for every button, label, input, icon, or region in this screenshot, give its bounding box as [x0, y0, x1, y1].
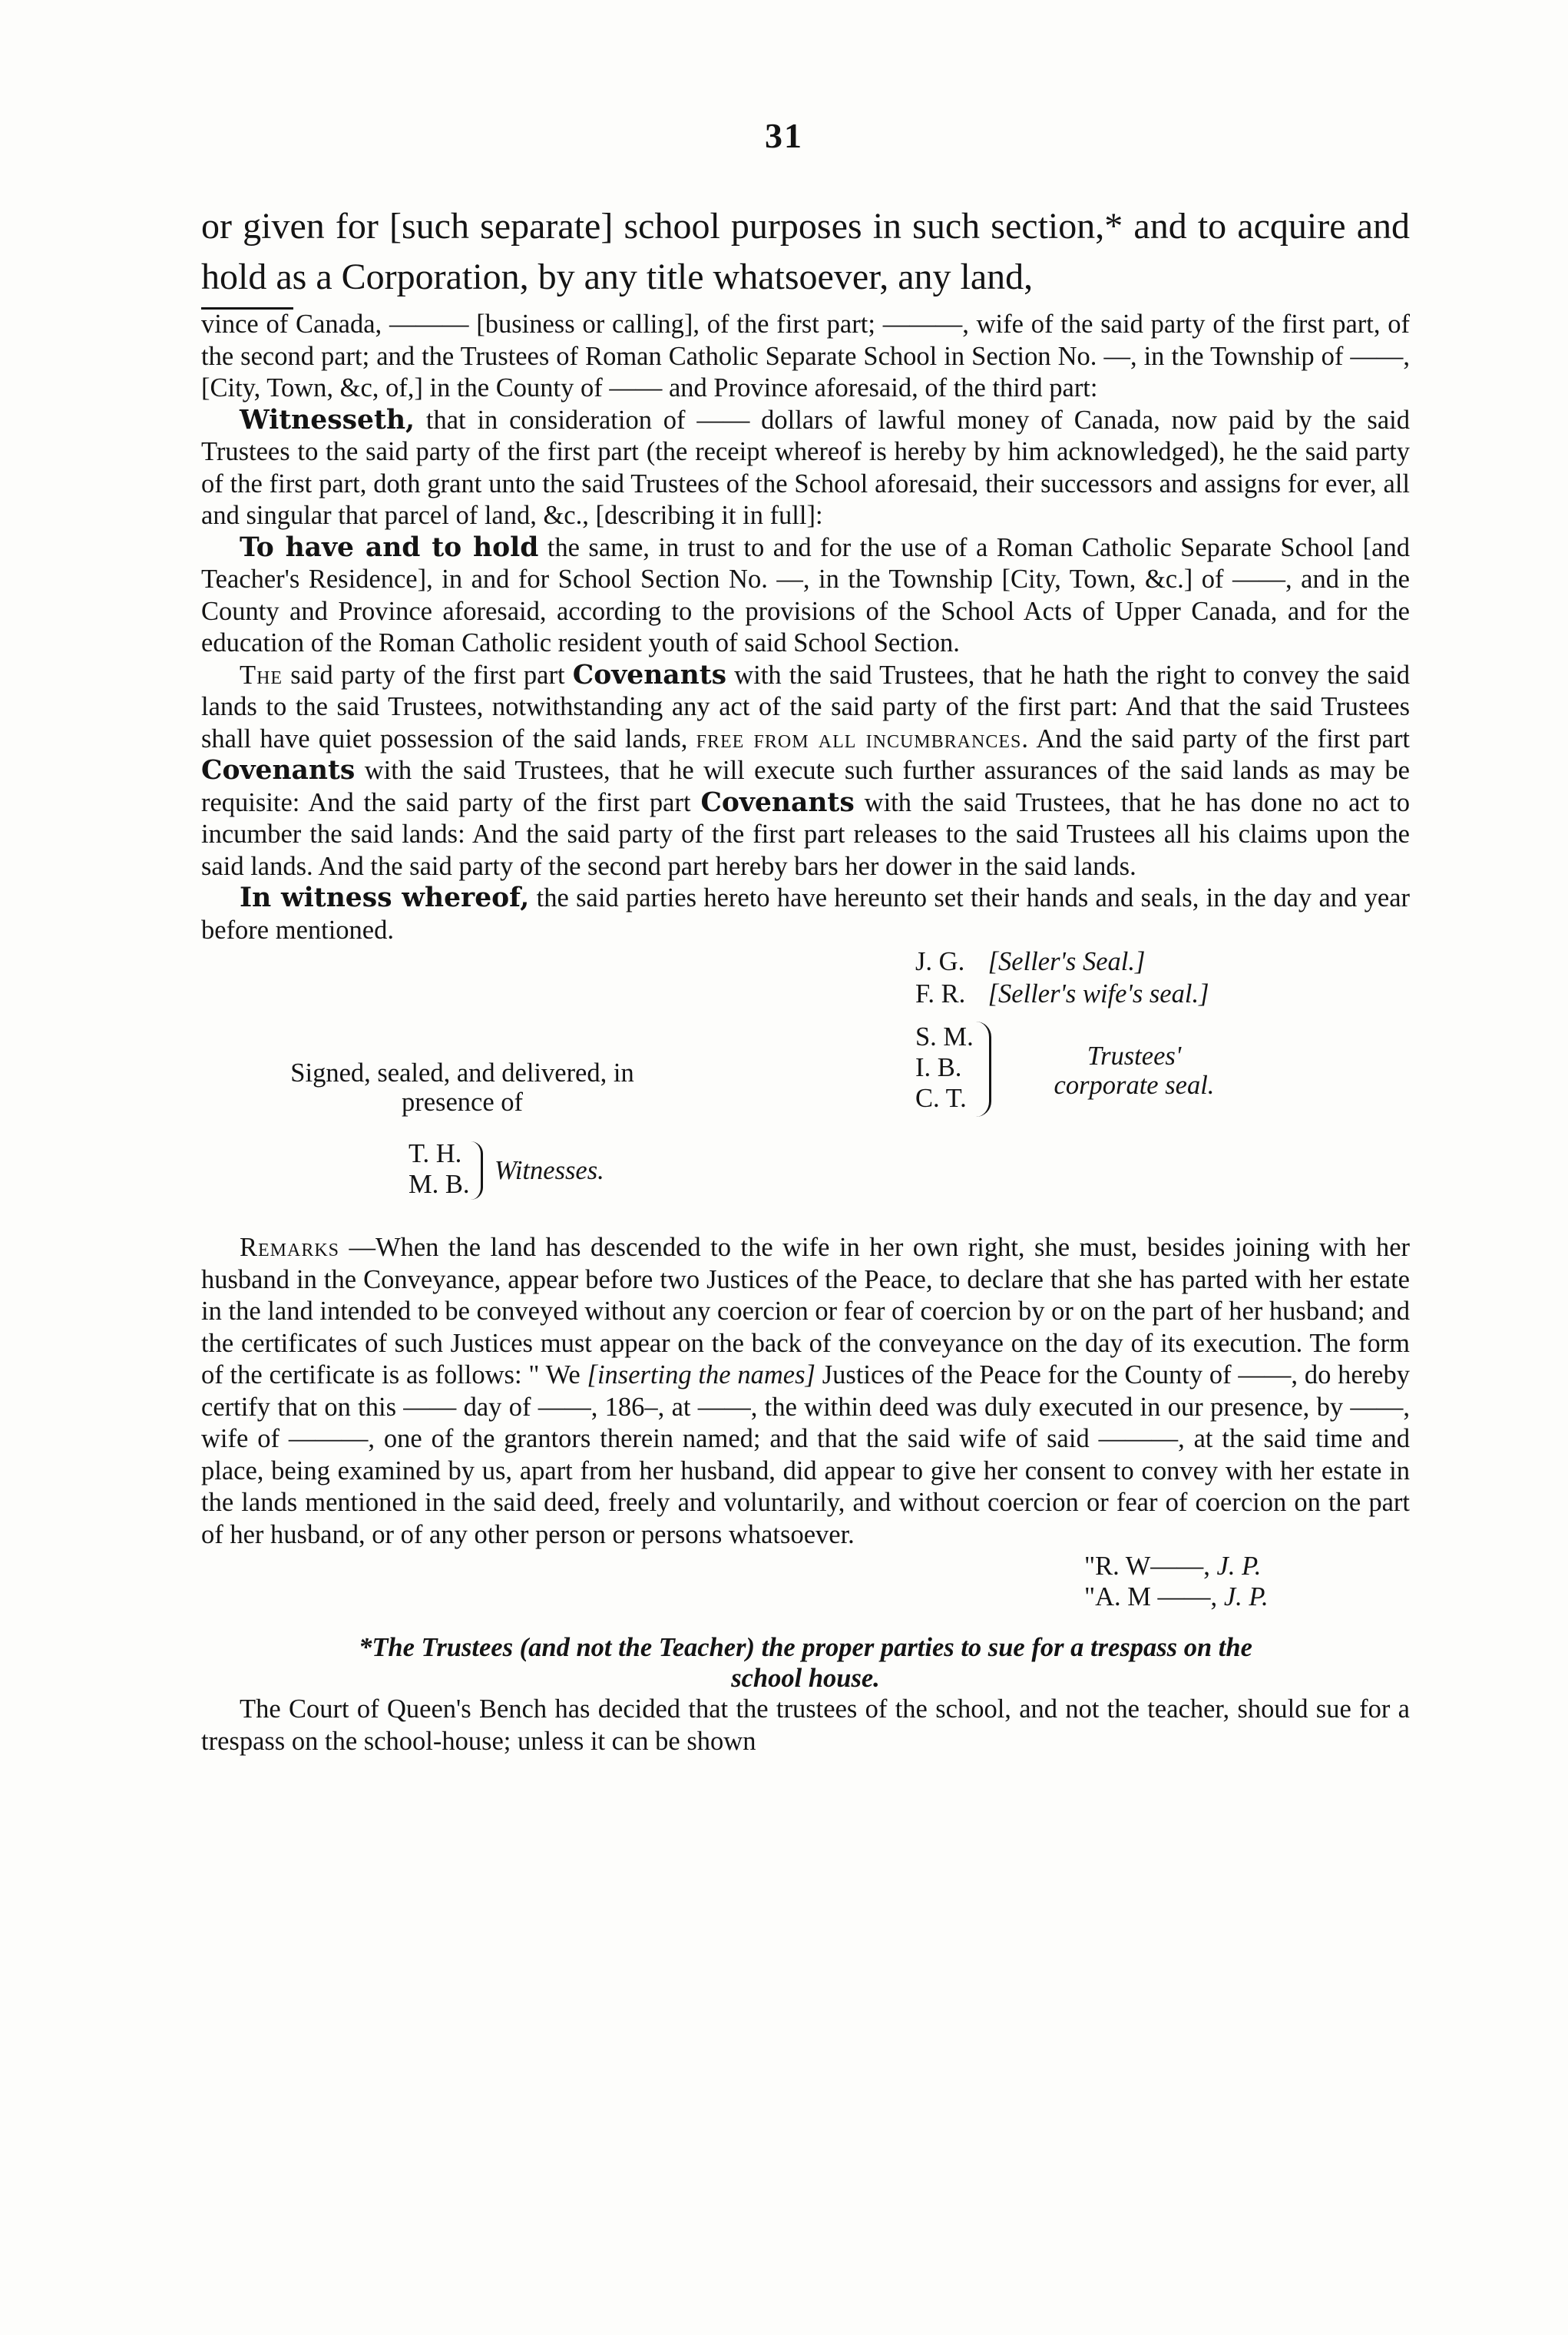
signed-line-1: Signed, sealed, and delivered, in	[290, 1058, 634, 1088]
seller-seal: [Seller's Seal.]	[987, 947, 1146, 976]
covenants-text-b: with the said Trustees, that he hath the right to convey the said lands to the said Trustees, notwithstanding any act of the said party of the first part: And that the said Trustees shall have quiet possession of the said lands,	[201, 660, 1411, 753]
deed-parties-text: vince of Canada, ——— [business or calling], of the first part; ———, wife of the said party of the first part, of the second part; and the Trustees of Roman Catholic Separate School in Section No. —, in the Township of ——, [City, Town, &c, of,] in the County of —— and Province aforesaid, of the third part:	[201, 310, 1410, 402]
justice-1	[1084, 1551, 1261, 1583]
witnesseth-paragraph	[201, 405, 1410, 532]
signed-sealed-delivered	[201, 1058, 723, 1117]
remarks-paragraph	[201, 1232, 1410, 1551]
footnote-heading-line-1: *The Trustees (and not the Teacher) the proper parties to sue for a trespass on the	[359, 1633, 1252, 1662]
seller-seals	[915, 946, 1407, 1011]
habendum-paragraph	[201, 532, 1410, 660]
witnesses-signatures	[409, 1138, 792, 1230]
trustee-initial-2: I. B.	[915, 1053, 962, 1082]
covenants-text-d: with the said Trustees, that he will execute such further assurances of the said lands as may be requisite: And the said party of the first part	[201, 756, 1410, 817]
trustees-brace	[975, 1022, 991, 1117]
signed-line-2: presence of	[401, 1088, 524, 1117]
seller-initials: J. G.	[915, 947, 965, 976]
witness-initials-list	[409, 1138, 470, 1200]
seller-wife-seal: [Seller's wife's seal.]	[987, 979, 1209, 1009]
covenants-paragraph	[201, 660, 1410, 883]
trustees-seal-line-1: Trustees'	[1087, 1042, 1182, 1071]
covenants-text-e: with the said Trustees, that he has done no act to incumber the said lands: And the said party of the first part releases to the said Trustees all his claims upon the said lands. And the said party of the second part hereby bars her dower in the said lands.	[201, 787, 1410, 881]
witness-initial-1: T. H.	[409, 1139, 462, 1168]
page-number: 31	[765, 116, 803, 155]
remarks-text-2: Justices of the Peace for the County of ——, do hereby certify that on this —— day of ——, 186–, at ——, the within deed was duly executed in our presence, by ——, wife of ———, one of the grantors therein named; and that the said wife of said ———, at the said time and place, being examined by us, apart from her husband, did appear to give her consent to convey with her estate in the lands mentioned in the said deed, freely and voluntarily, and without coercion or fear of coercion on the part of her husband, or of any other person or persons whatsoever.	[201, 1360, 1410, 1549]
seller-wife-initials: F. R.	[915, 979, 966, 1009]
lead-paragraph: or given for [such separate] school purposes in such section,* and to acquire and hold as a Corporation, by any title whatsoever, any land,	[201, 206, 1410, 297]
signature-block	[201, 946, 1410, 1232]
free-from-incumbrances: free from all incumbrances.	[696, 724, 1029, 753]
deed-form	[201, 309, 1410, 1757]
witnesseth-text: that in consideration of —— dollars of lawful money of Canada, now paid by the said Trustees to the said party of the first part (the receipt whereof is hereby by him acknowledged), he the said party of the first part, doth grant unto the said Trustees of the School aforesaid, their successors and assigns for ever, all and singular that parcel of land, &c., [describing it in full]:	[201, 405, 1410, 530]
trustees-signatures	[915, 1022, 1407, 1129]
trustee-initials-list	[915, 1022, 974, 1114]
in-witness-word: In witness whereof,	[240, 883, 530, 913]
trustees-seal-line-2: corporate seal.	[1054, 1071, 1215, 1100]
witnesses-brace	[468, 1141, 483, 1200]
in-witness-text: the said parties hereto have hereunto set their hands and seals, in the day and year before mentioned.	[201, 883, 1411, 945]
seller-wife-seal-line	[915, 979, 1407, 1011]
trustees-corporate-seal	[1038, 1042, 1230, 1100]
trustee-initial-1: S. M.	[915, 1022, 974, 1052]
footnote-paragraph: The Court of Queen's Bench has decided that the trustees of the school, and not the teacher, should sue for a trespass on the school-house; unless it can be shown	[201, 1694, 1410, 1756]
deed-parties-paragraph	[201, 309, 1410, 405]
habendum-word: To have and to hold	[240, 532, 539, 563]
justices-signatures	[201, 1551, 1410, 1615]
footnote-heading	[201, 1632, 1410, 1694]
seller-seal-line	[915, 946, 1407, 979]
trustee-initial-3: C. T.	[915, 1084, 967, 1113]
habendum-text: the same, in trust to and for the use of a Roman Catholic Separate School [and Teacher's Residence], in and for School Section No. —, in the Township [City, Town, &c.] of ——, and in the County and Province aforesaid, according to the provisions of the School Acts of Upper Canada, and for the education of the Roman Catholic resident youth of said School Section.	[201, 532, 1410, 657]
covenants-text-a: said party of the first part	[283, 660, 573, 690]
justice-1-name: "R. W——,	[1084, 1552, 1210, 1581]
justice-1-title: J. P.	[1216, 1552, 1262, 1581]
justice-2-name: "A. M ——,	[1084, 1582, 1218, 1611]
in-witness-paragraph	[201, 883, 1410, 946]
justice-2-title: J. P.	[1223, 1582, 1269, 1611]
remarks-italic: [inserting the names]	[587, 1360, 815, 1389]
remarks-text-1: —When the land has descended to the wife in her own right, she must, besides joining with her husband in the Conveyance, appear before two Justices of the Peace, to declare that she has parted with her estate in the land intended to be conveyed without any coercion or fear of coercion by or on the part of her husband; and the certificates of such Justices must appear on the back of the conveyance on the day of its execution. The form of the certificate is as follows: " We	[201, 1233, 1410, 1389]
covenants-intro: The	[240, 660, 283, 690]
covenants-word-2: Covenants	[201, 755, 356, 786]
remarks-label: Remarks	[240, 1233, 340, 1262]
witness-initial-2: M. B.	[409, 1170, 470, 1199]
witnesses-label: Witnesses.	[495, 1156, 604, 1185]
covenants-word-3: Covenants	[700, 787, 855, 818]
covenants-text-c: And the said party of the first part	[1028, 724, 1411, 753]
footnote-heading-line-2: school house.	[731, 1664, 880, 1693]
witnesseth-word: Witnesseth,	[240, 404, 415, 436]
covenants-word-1: Covenants	[572, 659, 727, 691]
justice-2	[1084, 1582, 1269, 1614]
